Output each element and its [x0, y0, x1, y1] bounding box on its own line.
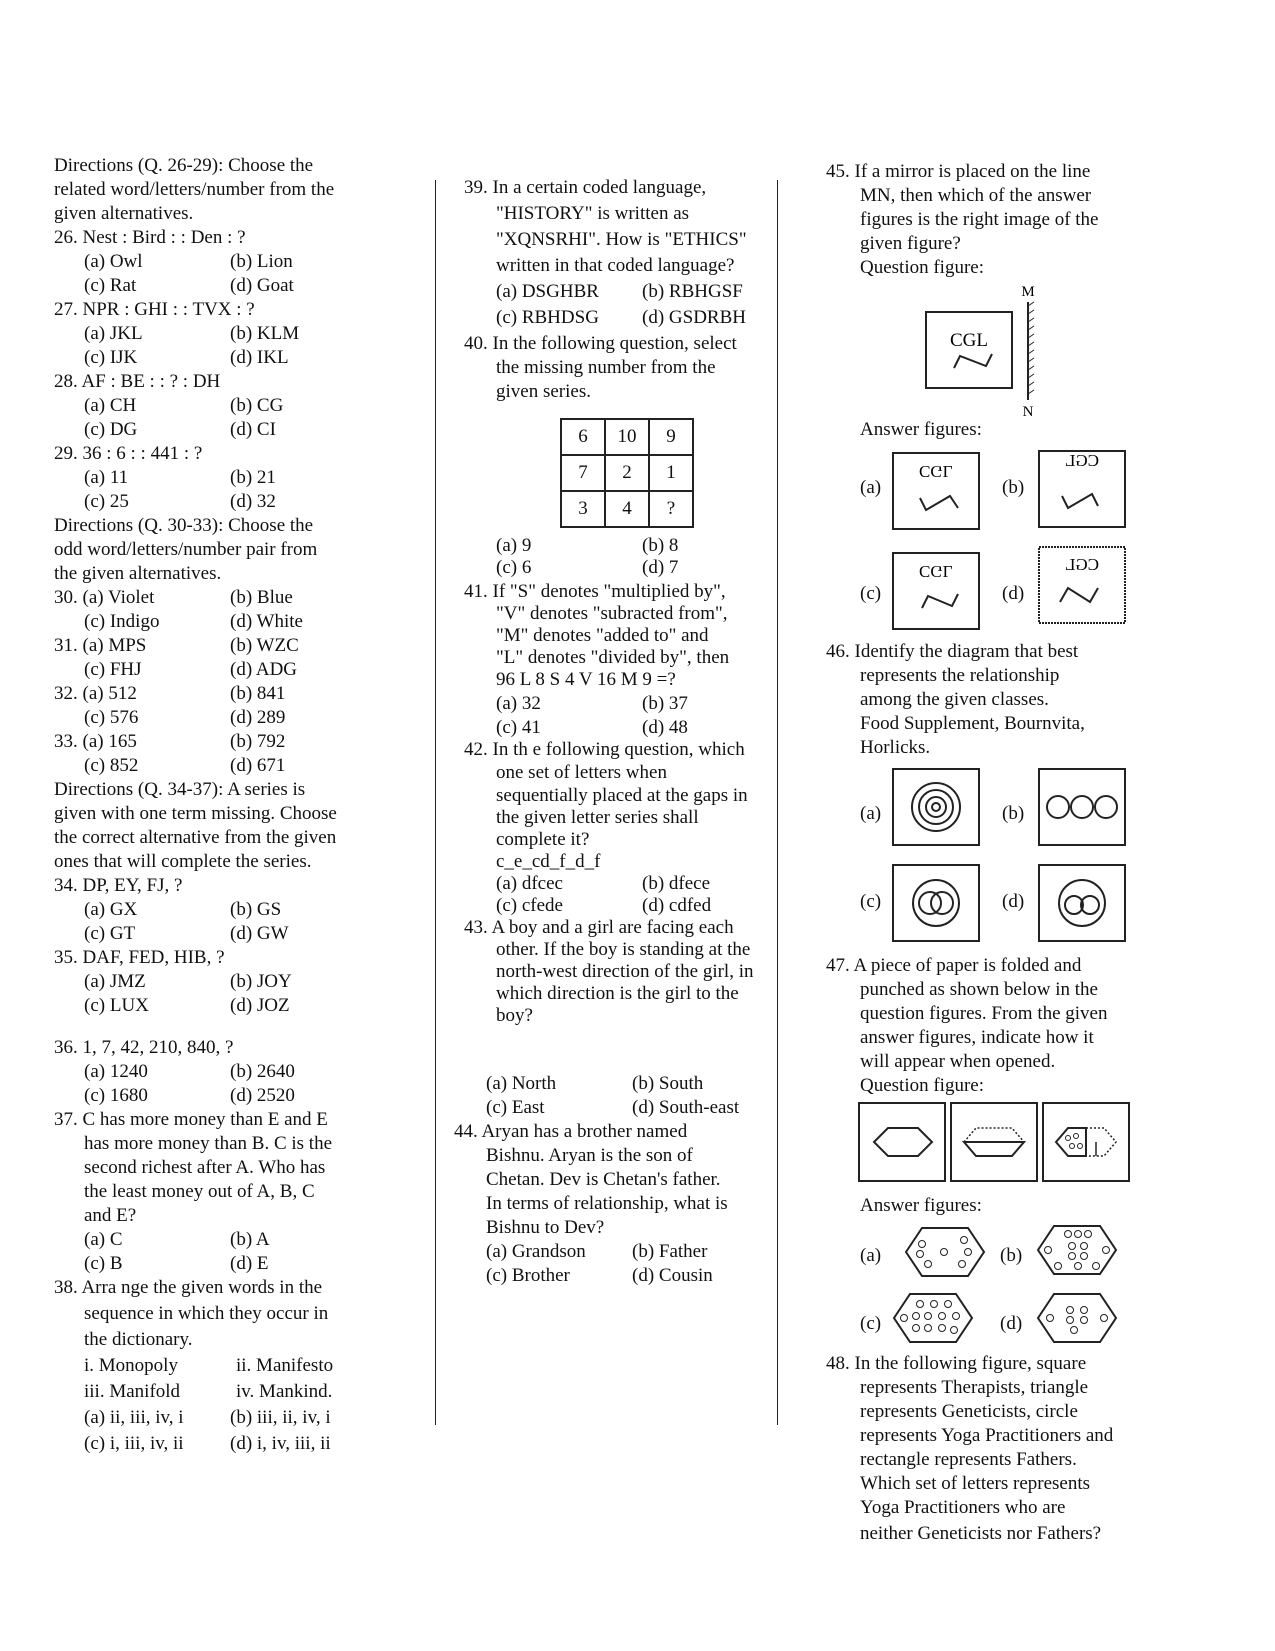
q35-stem: 35. DAF, FED, HIB, ?: [54, 947, 225, 968]
q47-stem-line3: question figures. From the given: [860, 1003, 1108, 1024]
q37-stem-line2: has more money than B. C is the: [84, 1133, 333, 1154]
q27-option-d: (d) IKL: [230, 347, 289, 368]
grid-cell: ?: [649, 491, 693, 527]
q48-stem-line3: represents Geneticists, circle: [860, 1401, 1078, 1422]
q44-option-a: (a) Grandson: [486, 1241, 586, 1262]
q46-stem-line2: represents the relationship: [860, 665, 1060, 686]
q39-stem: 39. In a certain coded language,: [464, 177, 707, 198]
q28-option-a: (a) CH: [84, 395, 137, 416]
q48-stem-line5: rectangle represents Fathers.: [860, 1449, 1077, 1470]
q27-option-a: (a) JKL: [84, 323, 143, 344]
q38-option-d: (d) i, iv, iii, ii: [230, 1433, 331, 1454]
q28-option-c: (c) DG: [84, 419, 138, 440]
q40-option-b: (b) 8: [642, 535, 679, 556]
q29-stem: 29. 36 : 6 : : 441 : ?: [54, 443, 203, 464]
q46-answer-c[interactable]: [892, 864, 982, 944]
q37-stem: 37. C has more money than E and E: [54, 1109, 328, 1130]
q31-option-a: 31. (a) MPS: [54, 635, 147, 656]
q37-stem-line5: and E?: [84, 1205, 137, 1226]
q47-label-a: (a): [860, 1245, 882, 1266]
q45-answer-c-text: CGL: [919, 562, 953, 581]
q40-stem: 40. In the following question, select: [464, 333, 737, 354]
q26-option-c: (c) Rat: [84, 275, 137, 296]
q45-label-b: (b): [1002, 477, 1025, 498]
q38-option-a: (a) ii, iii, iv, i: [84, 1407, 184, 1428]
q44-option-c: (c) Brother: [486, 1265, 570, 1286]
q37-stem-line3: second richest after A. Who has: [84, 1157, 326, 1178]
q46-stem-line3: among the given classes.: [860, 689, 1049, 710]
q28-stem: 28. AF : BE : : ? : DH: [54, 371, 221, 392]
q37-option-c: (c) B: [84, 1253, 123, 1274]
directions-34-37: Directions (Q. 34-37): A series is: [54, 779, 306, 800]
directions-30-33-line2: odd word/letters/number pair from: [54, 539, 318, 560]
q36-option-b: (b) 2640: [230, 1061, 295, 1082]
q48-stem: 48. In the following figure, square: [826, 1353, 1087, 1374]
q39-stem-line2: "HISTORY" is written as: [496, 203, 690, 224]
q45-stem-line2: MN, then which of the answer: [860, 185, 1092, 206]
q37-option-b: (b) A: [230, 1229, 270, 1250]
q46-label-b: (b): [1002, 803, 1025, 824]
q43-stem-line5: boy?: [496, 1005, 533, 1026]
q43-stem-line4: which direction is the girl to the: [496, 983, 739, 1004]
q45-answer-b[interactable]: [1038, 450, 1128, 530]
q37-stem-line4: the least money out of A, B, C: [84, 1181, 315, 1202]
q31-option-d: (d) ADG: [230, 659, 298, 680]
q44-stem-line2: Bishnu. Aryan is the son of: [486, 1145, 693, 1166]
q42-option-a: (a) dfcec: [496, 873, 563, 894]
q30-option-b: (b) Blue: [230, 587, 293, 608]
q46-label-c: (c): [860, 891, 882, 912]
q39-option-b: (b) RBHGSF: [642, 281, 743, 302]
q40-number-grid: [560, 418, 694, 528]
q47-label-b: (b): [1000, 1245, 1023, 1266]
q31-option-c: (c) FHJ: [84, 659, 142, 680]
q33-option-b: (b) 792: [230, 731, 286, 752]
q45-answer-d-text: CGL: [1065, 555, 1099, 574]
q47-answer-b[interactable]: [1034, 1222, 1124, 1282]
q32-option-b: (b) 841: [230, 683, 286, 704]
q41-stem-line2: "V" denotes "subracted from",: [496, 603, 728, 624]
q32-option-d: (d) 289: [230, 707, 286, 728]
q47-stem: 47. A piece of paper is folded and: [826, 955, 1082, 976]
q46-answer-a[interactable]: [892, 768, 982, 848]
q29-option-b: (b) 21: [230, 467, 276, 488]
q34-stem: 34. DP, EY, FJ, ?: [54, 875, 183, 896]
q46-label-d: (d): [1002, 891, 1025, 912]
q43-option-a: (a) North: [486, 1073, 557, 1094]
q41-stem-line4: "L" denotes "divided by", then: [496, 647, 730, 668]
q47-question-figure: [858, 1102, 1134, 1184]
column-divider-2: [777, 180, 778, 1425]
q29-option-c: (c) 25: [84, 491, 129, 512]
q48-stem-line7: Yoga Practitioners who are: [860, 1497, 1066, 1518]
q39-stem-line4: written in that coded language?: [496, 255, 735, 276]
q44-option-d: (d) Cousin: [632, 1265, 713, 1286]
q45-figure-text: CGL: [950, 330, 988, 351]
q34-option-b: (b) GS: [230, 899, 282, 920]
q47-answer-figures-label: Answer figures:: [860, 1195, 982, 1216]
q36-option-a: (a) 1240: [84, 1061, 148, 1082]
q48-stem-line2: represents Therapists, triangle: [860, 1377, 1089, 1398]
directions-30-33-line3: the given alternatives.: [54, 563, 222, 584]
q42-option-c: (c) cfede: [496, 895, 563, 916]
q27-option-c: (c) IJK: [84, 347, 138, 368]
mirror-label-m: M: [1021, 284, 1035, 300]
q45-label-a: (a): [860, 477, 882, 498]
q38-stem-line2: sequence in which they occur in: [84, 1303, 329, 1324]
q45-answer-a[interactable]: [892, 452, 982, 532]
q46-stem-line4: Food Supplement, Bournvita,: [860, 713, 1085, 734]
q38-word-i: i. Monopoly: [84, 1355, 178, 1376]
q38-word-iii: iii. Manifold: [84, 1381, 181, 1402]
grid-cell: 3: [561, 491, 605, 527]
q36-option-c: (c) 1680: [84, 1085, 148, 1106]
q47-stem-line5: will appear when opened.: [860, 1051, 1056, 1072]
directions-30-33: Directions (Q. 30-33): Choose the: [54, 515, 314, 536]
q44-stem-line4: In terms of relationship, what is: [486, 1193, 728, 1214]
q28-option-d: (d) CI: [230, 419, 276, 440]
q30-option-d: (d) White: [230, 611, 303, 632]
q30-option-c: (c) Indigo: [84, 611, 160, 632]
q27-stem: 27. NPR : GHI : : TVX : ?: [54, 299, 255, 320]
q36-option-d: (d) 2520: [230, 1085, 295, 1106]
q42-letter-series: c_e_cd_f_d_f: [496, 851, 601, 872]
q32-option-a: 32. (a) 512: [54, 683, 137, 704]
q26-option-b: (b) Lion: [230, 251, 293, 272]
q40-option-c: (c) 6: [496, 557, 532, 578]
directions-34-37-line4: ones that will complete the series.: [54, 851, 312, 872]
q48-stem-line4: represents Yoga Practitioners and: [860, 1425, 1114, 1446]
q42-stem-line4: the given letter series shall: [496, 807, 699, 828]
q35-option-d: (d) JOZ: [230, 995, 290, 1016]
q38-option-c: (c) i, iii, iv, ii: [84, 1433, 184, 1454]
q34-option-c: (c) GT: [84, 923, 136, 944]
q41-option-d: (d) 48: [642, 717, 688, 738]
q32-option-c: (c) 576: [84, 707, 139, 728]
q47-answer-a[interactable]: [902, 1224, 992, 1284]
q41-option-c: (c) 41: [496, 717, 541, 738]
q41-stem-line3: "M" denotes "added to" and: [496, 625, 709, 646]
q35-option-b: (b) JOY: [230, 971, 292, 992]
grid-cell: 4: [605, 491, 649, 527]
q42-option-d: (d) cdfed: [642, 895, 712, 916]
q45-answer-d[interactable]: [1038, 546, 1128, 626]
q33-option-a: 33. (a) 165: [54, 731, 137, 752]
column-divider-1: [435, 180, 436, 1425]
q34-option-d: (d) GW: [230, 923, 289, 944]
q40-option-a: (a) 9: [496, 535, 532, 556]
q47-label-d: (d): [1000, 1313, 1023, 1334]
q45-question-figure: [920, 282, 1050, 422]
q39-option-c: (c) RBHDSG: [496, 307, 599, 328]
q45-question-figure-label: Question figure:: [860, 257, 985, 278]
q43-option-c: (c) East: [486, 1097, 545, 1118]
q47-answer-c[interactable]: [890, 1290, 980, 1350]
grid-cell: 6: [561, 419, 605, 455]
q47-stem-line4: answer figures, indicate how it: [860, 1027, 1094, 1048]
q39-option-a: (a) DSGHBR: [496, 281, 599, 302]
q47-answer-d[interactable]: [1034, 1290, 1124, 1350]
q42-stem-line5: complete it?: [496, 829, 590, 850]
q27-option-b: (b) KLM: [230, 323, 300, 344]
directions-26-29-line3: given alternatives.: [54, 203, 194, 224]
q37-option-d: (d) E: [230, 1253, 269, 1274]
q47-stem-line2: punched as shown below in the: [860, 979, 1098, 1000]
q48-stem-line6: Which set of letters represents: [860, 1473, 1091, 1494]
q43-option-d: (d) South-east: [632, 1097, 740, 1118]
q38-word-iv: iv. Mankind.: [236, 1381, 333, 1402]
q42-option-b: (b) dfece: [642, 873, 711, 894]
grid-cell: 1: [649, 455, 693, 491]
q48-stem-line8: neither Geneticists nor Fathers?: [860, 1523, 1102, 1544]
q39-stem-line3: "XQNSRHI". How is "ETHICS": [496, 229, 747, 250]
q45-answer-b-text: CGL: [1065, 451, 1099, 470]
mirror-label-n: N: [1022, 404, 1034, 420]
q45-answer-figures-label: Answer figures:: [860, 419, 982, 440]
q46-stem-line5: Horlicks.: [860, 737, 931, 758]
q43-stem: 43. A boy and a girl are facing each: [464, 917, 734, 938]
q34-option-a: (a) GX: [84, 899, 138, 920]
q38-word-ii: ii. Manifesto: [236, 1355, 334, 1376]
q45-stem: 45. If a mirror is placed on the line: [826, 161, 1091, 182]
q38-stem-line3: the dictionary.: [84, 1329, 193, 1350]
directions-26-29-line2: related word/letters/number from the: [54, 179, 335, 200]
q45-answer-a-text: CGL: [919, 462, 953, 481]
q40-stem-line2: the missing number from the: [496, 357, 716, 378]
q44-stem: 44. Aryan has a brother named: [454, 1121, 688, 1142]
q42-stem: 42. In th e following question, which: [464, 739, 745, 760]
q46-stem: 46. Identify the diagram that best: [826, 641, 1079, 662]
q47-question-figure-label: Question figure:: [860, 1075, 985, 1096]
directions-34-37-line3: the correct alternative from the given: [54, 827, 337, 848]
q26-option-a: (a) Owl: [84, 251, 143, 272]
q40-stem-line3: given series.: [496, 381, 591, 402]
q35-option-a: (a) JMZ: [84, 971, 146, 992]
q31-option-b: (b) WZC: [230, 635, 299, 656]
grid-cell: 9: [649, 419, 693, 455]
q43-stem-line3: north-west direction of the girl, in: [496, 961, 754, 982]
q26-option-d: (d) Goat: [230, 275, 294, 296]
q46-answer-b[interactable]: [1038, 768, 1128, 848]
q42-stem-line2: one set of letters when: [496, 762, 667, 783]
q41-stem: 41. If "S" denotes "multiplied by",: [464, 581, 726, 602]
q45-stem-line4: given figure?: [860, 233, 961, 254]
q38-option-b: (b) iii, ii, iv, i: [230, 1407, 331, 1428]
directions-34-37-line2: given with one term missing. Choose: [54, 803, 337, 824]
q35-option-c: (c) LUX: [84, 995, 149, 1016]
q33-option-d: (d) 671: [230, 755, 286, 776]
q30-option-a: 30. (a) Violet: [54, 587, 155, 608]
q47-label-c: (c): [860, 1313, 882, 1334]
q38-stem: 38. Arra nge the given words in the: [54, 1277, 323, 1298]
q45-answer-c[interactable]: [892, 552, 982, 632]
q26-stem: 26. Nest : Bird : : Den : ?: [54, 227, 246, 248]
q28-option-b: (b) CG: [230, 395, 284, 416]
q43-option-b: (b) South: [632, 1073, 704, 1094]
q44-stem-line5: Bishnu to Dev?: [486, 1217, 605, 1238]
q37-option-a: (a) C: [84, 1229, 123, 1250]
directions-26-29: Directions (Q. 26-29): Choose the: [54, 155, 314, 176]
q41-stem-line5: 96 L 8 S 4 V 16 M 9 =?: [496, 669, 676, 690]
q29-option-d: (d) 32: [230, 491, 276, 512]
grid-cell: 10: [605, 419, 649, 455]
q43-stem-line2: other. If the boy is standing at the: [496, 939, 751, 960]
q41-option-b: (b) 37: [642, 693, 688, 714]
grid-cell: 7: [561, 455, 605, 491]
q46-label-a: (a): [860, 803, 882, 824]
q40-option-d: (d) 7: [642, 557, 679, 578]
q42-stem-line3: sequentially placed at the gaps in: [496, 785, 748, 806]
zigzag-mark: [954, 354, 992, 368]
q36-stem: 36. 1, 7, 42, 210, 840, ?: [54, 1037, 234, 1058]
q45-label-d: (d): [1002, 583, 1025, 604]
q45-stem-line3: figures is the right image of the: [860, 209, 1099, 230]
q29-option-a: (a) 11: [84, 467, 129, 488]
q45-label-c: (c): [860, 583, 882, 604]
q46-answer-d[interactable]: [1038, 864, 1128, 944]
q41-option-a: (a) 32: [496, 693, 541, 714]
q39-option-d: (d) GSDRBH: [642, 307, 746, 328]
q33-option-c: (c) 852: [84, 755, 139, 776]
q44-stem-line3: Chetan. Dev is Chetan's father.: [486, 1169, 721, 1190]
q44-option-b: (b) Father: [632, 1241, 708, 1262]
grid-cell: 2: [605, 455, 649, 491]
